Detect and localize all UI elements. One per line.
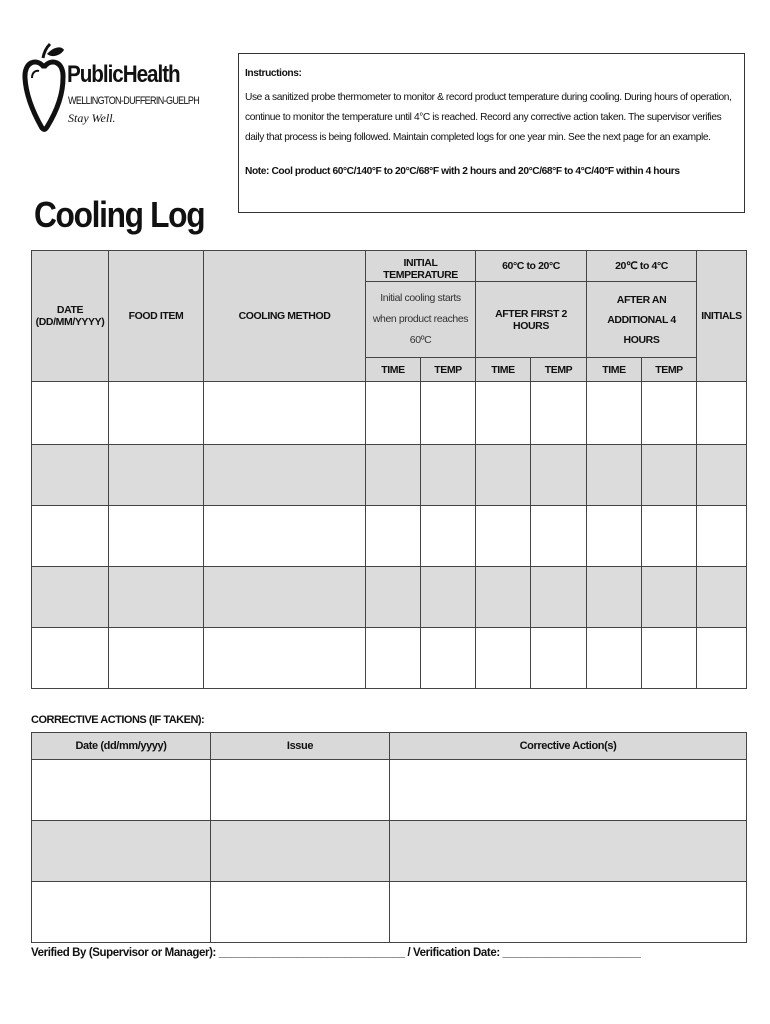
log-cell[interactable] bbox=[421, 628, 476, 689]
ca-row bbox=[32, 821, 747, 882]
log-cell[interactable] bbox=[531, 567, 587, 628]
ca-cell[interactable] bbox=[390, 821, 747, 882]
log-cell[interactable] bbox=[109, 506, 204, 567]
ca-issue-header: Issue bbox=[211, 733, 390, 760]
log-cell[interactable] bbox=[32, 628, 109, 689]
stage2-header: 20℃ to 4°C bbox=[587, 251, 697, 282]
log-cell[interactable] bbox=[697, 567, 747, 628]
stage1-header: 60°C to 20°C bbox=[476, 251, 587, 282]
ca-cell[interactable] bbox=[211, 821, 390, 882]
corrective-actions-label: CORRECTIVE ACTIONS (IF TAKEN): bbox=[31, 714, 205, 726]
log-cell[interactable] bbox=[109, 628, 204, 689]
verification-line: Verified By (Supervisor or Manager): _______________________________ / Verification Date: _______________________ bbox=[31, 947, 641, 959]
instructions-box bbox=[238, 53, 745, 213]
log-cell[interactable] bbox=[32, 382, 109, 445]
initial-temp-header: TEMP bbox=[421, 358, 476, 382]
log-cell[interactable] bbox=[697, 628, 747, 689]
log-row bbox=[32, 382, 747, 445]
log-cell[interactable] bbox=[642, 382, 697, 445]
log-cell[interactable] bbox=[421, 445, 476, 506]
public-health-logo bbox=[22, 40, 202, 135]
logo-tagline: Stay Well. bbox=[68, 111, 116, 125]
apple-icon bbox=[22, 40, 66, 132]
log-cell[interactable] bbox=[476, 567, 531, 628]
log-cell[interactable] bbox=[204, 567, 366, 628]
log-cell[interactable] bbox=[32, 445, 109, 506]
food-item-header: FOOD ITEM bbox=[109, 251, 204, 382]
log-cell[interactable] bbox=[531, 506, 587, 567]
stage1-subheader: AFTER FIRST 2 HOURS bbox=[476, 282, 587, 358]
instructions-body: Use a sanitized probe thermometer to monitor & record product temperature during cooling. During hours of operation, continue to monitor the temperature until 4°C is reached. Record any corrective action taken. The supervisor verifies daily that process is being followed. Maintain completed logs for one year min. See the next page for an example. bbox=[245, 92, 732, 143]
log-cell[interactable] bbox=[587, 445, 642, 506]
log-cell[interactable] bbox=[642, 445, 697, 506]
log-cell[interactable] bbox=[109, 445, 204, 506]
log-cell[interactable] bbox=[366, 567, 421, 628]
log-cell[interactable] bbox=[366, 506, 421, 567]
instructions-note: Note: Cool product 60°C/140°F to 20°C/68°F with 2 hours and 20°C/68°F to 4°C/40°F within 4 hours bbox=[245, 166, 680, 177]
log-cell[interactable] bbox=[204, 628, 366, 689]
stage2-time-header: TIME bbox=[587, 358, 642, 382]
log-row bbox=[32, 445, 747, 506]
log-cell[interactable] bbox=[204, 382, 366, 445]
log-cell[interactable] bbox=[32, 567, 109, 628]
log-row bbox=[32, 506, 747, 567]
log-cell[interactable] bbox=[204, 445, 366, 506]
log-cell[interactable] bbox=[642, 506, 697, 567]
ca-cell[interactable] bbox=[211, 882, 390, 943]
log-cell[interactable] bbox=[587, 382, 642, 445]
stage1-temp-header: TEMP bbox=[531, 358, 587, 382]
log-cell[interactable] bbox=[476, 628, 531, 689]
stage2-temp-header: TEMP bbox=[642, 358, 697, 382]
log-cell[interactable] bbox=[366, 382, 421, 445]
log-cell[interactable] bbox=[421, 382, 476, 445]
log-cell[interactable] bbox=[531, 445, 587, 506]
ca-cell[interactable] bbox=[211, 760, 390, 821]
ca-cell[interactable] bbox=[390, 882, 747, 943]
log-cell[interactable] bbox=[642, 628, 697, 689]
initials-header: INITIALS bbox=[697, 251, 747, 382]
log-cell[interactable] bbox=[531, 628, 587, 689]
log-cell[interactable] bbox=[366, 445, 421, 506]
initial-temperature-header: INITIAL TEMPERATURE bbox=[366, 251, 476, 282]
log-cell[interactable] bbox=[32, 506, 109, 567]
log-cell[interactable] bbox=[366, 628, 421, 689]
page-title: Cooling Log bbox=[34, 194, 205, 235]
date-header: DATE (DD/MM/YYYY) bbox=[32, 251, 109, 382]
initial-time-header: TIME bbox=[366, 358, 421, 382]
instructions-heading: Instructions: bbox=[245, 68, 302, 79]
log-row bbox=[32, 628, 747, 689]
log-cell[interactable] bbox=[476, 445, 531, 506]
log-cell[interactable] bbox=[697, 506, 747, 567]
log-cell[interactable] bbox=[587, 567, 642, 628]
log-cell[interactable] bbox=[697, 445, 747, 506]
ca-cell[interactable] bbox=[390, 760, 747, 821]
corrective-actions-table bbox=[31, 732, 747, 943]
logo-brand-name: PublicHealth bbox=[67, 61, 180, 88]
cooling-log-table bbox=[31, 250, 747, 689]
ca-date-header: Date (dd/mm/yyyy) bbox=[32, 733, 211, 760]
log-row bbox=[32, 567, 747, 628]
ca-row bbox=[32, 760, 747, 821]
log-cell[interactable] bbox=[587, 506, 642, 567]
log-cell[interactable] bbox=[204, 506, 366, 567]
stage1-time-header: TIME bbox=[476, 358, 531, 382]
logo-region: WELLINGTON-DUFFERIN-GUELPH bbox=[68, 95, 200, 107]
log-cell[interactable] bbox=[531, 382, 587, 445]
ca-cell[interactable] bbox=[32, 760, 211, 821]
log-cell[interactable] bbox=[476, 506, 531, 567]
ca-cell[interactable] bbox=[32, 821, 211, 882]
stage2-subheader: AFTER AN ADDITIONAL 4 HOURS bbox=[587, 282, 697, 358]
log-cell[interactable] bbox=[421, 506, 476, 567]
log-cell[interactable] bbox=[642, 567, 697, 628]
log-cell[interactable] bbox=[697, 382, 747, 445]
log-cell[interactable] bbox=[109, 567, 204, 628]
log-cell[interactable] bbox=[421, 567, 476, 628]
ca-row bbox=[32, 882, 747, 943]
ca-cell[interactable] bbox=[32, 882, 211, 943]
initial-temperature-note: Initial cooling starts when product reaches 60ºC bbox=[366, 282, 476, 358]
cooling-method-header: COOLING METHOD bbox=[204, 251, 366, 382]
log-cell[interactable] bbox=[476, 382, 531, 445]
log-cell[interactable] bbox=[109, 382, 204, 445]
log-cell[interactable] bbox=[587, 628, 642, 689]
ca-action-header: Corrective Action(s) bbox=[390, 733, 747, 760]
